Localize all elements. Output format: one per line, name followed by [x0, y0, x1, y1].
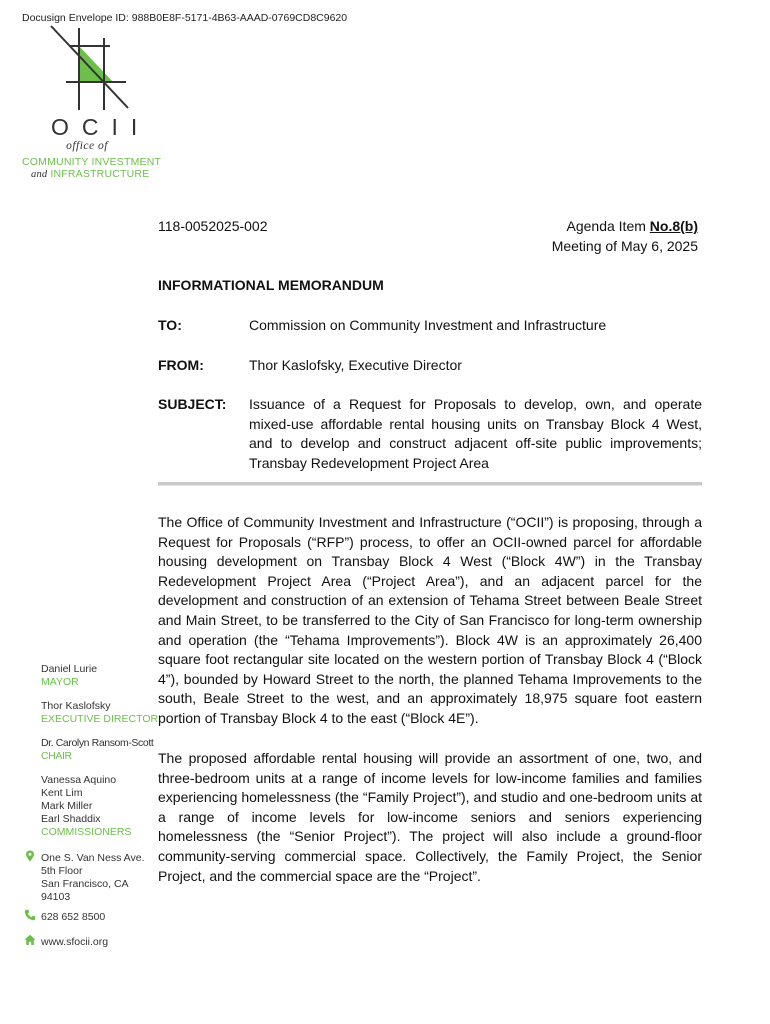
chair-title: CHAIR	[41, 750, 72, 762]
sidebar-chair	[41, 737, 153, 763]
location-pin-icon	[24, 850, 36, 862]
logo-letters: OCII	[51, 114, 151, 140]
sidebar-phone: 628 652 8500	[41, 911, 106, 923]
address-line-1: One S. Van Ness Ave.	[41, 852, 145, 864]
logo-green-triangle	[79, 46, 113, 82]
commissioner-4: Earl Shaddix	[41, 813, 101, 825]
sidebar-executive	[41, 700, 158, 726]
memo-title: INFORMATIONAL MEMORANDUM	[158, 277, 384, 293]
logo-infrastructure: INFRASTRUCTURE	[50, 168, 150, 180]
body-paragraph-2: The proposed affordable rental housing will provide an assortment of one, two, and three-bedroom units at a range of income levels for low-income families and families experiencing homelessness (the “Family Project”), and studio and one-bedroom units at a range of income levels for low-income seniors and seniors experiencing homelessness (the “Senior Project”). The project will also include a ground-floor community-serving commercial space. Collectively, the Family Project, the Senior Project, and the commercial space are the “Project”.	[158, 750, 702, 884]
document-number: 118-0052025-002	[158, 218, 268, 234]
commissioner-2: Kent Lim	[41, 787, 83, 799]
mayor-title: MAYOR	[41, 676, 79, 688]
subject-label: SUBJECT:	[158, 396, 227, 412]
commissioner-3: Mark Miller	[41, 800, 93, 812]
address-line-2: 5th Floor	[41, 865, 83, 877]
phone-icon	[24, 909, 36, 921]
logo-office-of: office of	[66, 140, 108, 152]
ocii-logo-graphic	[50, 24, 130, 110]
commissioner-1: Vanessa Aquino	[41, 774, 117, 786]
sidebar-website[interactable]: www.sfocii.org	[41, 936, 109, 948]
sidebar-commissioners	[41, 774, 131, 839]
agenda-number: No.8(b)	[649, 218, 698, 234]
sidebar-mayor	[41, 663, 97, 689]
logo-infrastructure-line	[31, 168, 149, 180]
commissioners-title: COMMISSIONERS	[41, 826, 132, 838]
from-value: Thor Kaslofsky, Executive Director	[249, 357, 462, 373]
chair-name: Dr. Carolyn Ransom-Scott	[41, 737, 154, 749]
meeting-date: Meeting of May 6, 2025	[551, 238, 698, 254]
logo-diagonal-line	[51, 26, 128, 108]
sidebar-address	[41, 852, 145, 904]
subject-value: Issuance of a Request for Proposals to develop, own, and operate mixed-use affordable rental housing units on Transbay Block 4 West, and to develop and construct adjacent off-site public improvements; Transbay Redevelopment Project Area	[249, 396, 702, 472]
from-label: FROM:	[158, 357, 204, 373]
envelope-id: Docusign Envelope ID: 988B0E8F-5171-4B63-AAAD-0769CD8C9620	[22, 12, 348, 24]
body-paragraph-1: The Office of Community Investment and Infrastructure (“OCII”) is proposing, through a Request for Proposals (“RFP”) process, to offer an OCII-owned parcel for affordable housing development on Transbay Block 4 West (“Block 4W”) in the Transbay Redevelopment Project Area (“Project Area”), and an adjacent parcel for the development and construction of an extension of Tehama Street between Beale Street and Main Street, to be transferred to the City of San Francisco for long-term ownership and operation (the “Tehama Improvements”). Block 4W is an approximately 26,400 square foot rectangular site located on the western portion of Transbay Block 4 (“Block 4”), bounded by Howard Street to the north, the planned Tehama Improvements to the south, Beale Street to the west, and an approximately 18,975 square foot eastern portion of Transbay Block 4 to the east (“Block 4E”).	[158, 514, 702, 726]
home-icon	[24, 934, 36, 946]
to-label: TO:	[158, 317, 182, 333]
to-value: Commission on Community Investment and Infrastructure	[249, 317, 607, 333]
agenda-prefix: Agenda Item	[566, 218, 650, 234]
section-divider	[158, 482, 702, 486]
exec-name: Thor Kaslofsky	[41, 700, 111, 712]
address-line-4: 94103	[41, 891, 71, 903]
address-line-3: San Francisco, CA	[41, 878, 129, 890]
agenda-item	[567, 218, 699, 234]
mayor-name: Daniel Lurie	[41, 663, 98, 675]
logo-and: and	[31, 169, 48, 180]
logo-community-investment: COMMUNITY INVESTMENT	[22, 156, 162, 168]
exec-title: EXECUTIVE DIRECTOR	[41, 713, 159, 725]
